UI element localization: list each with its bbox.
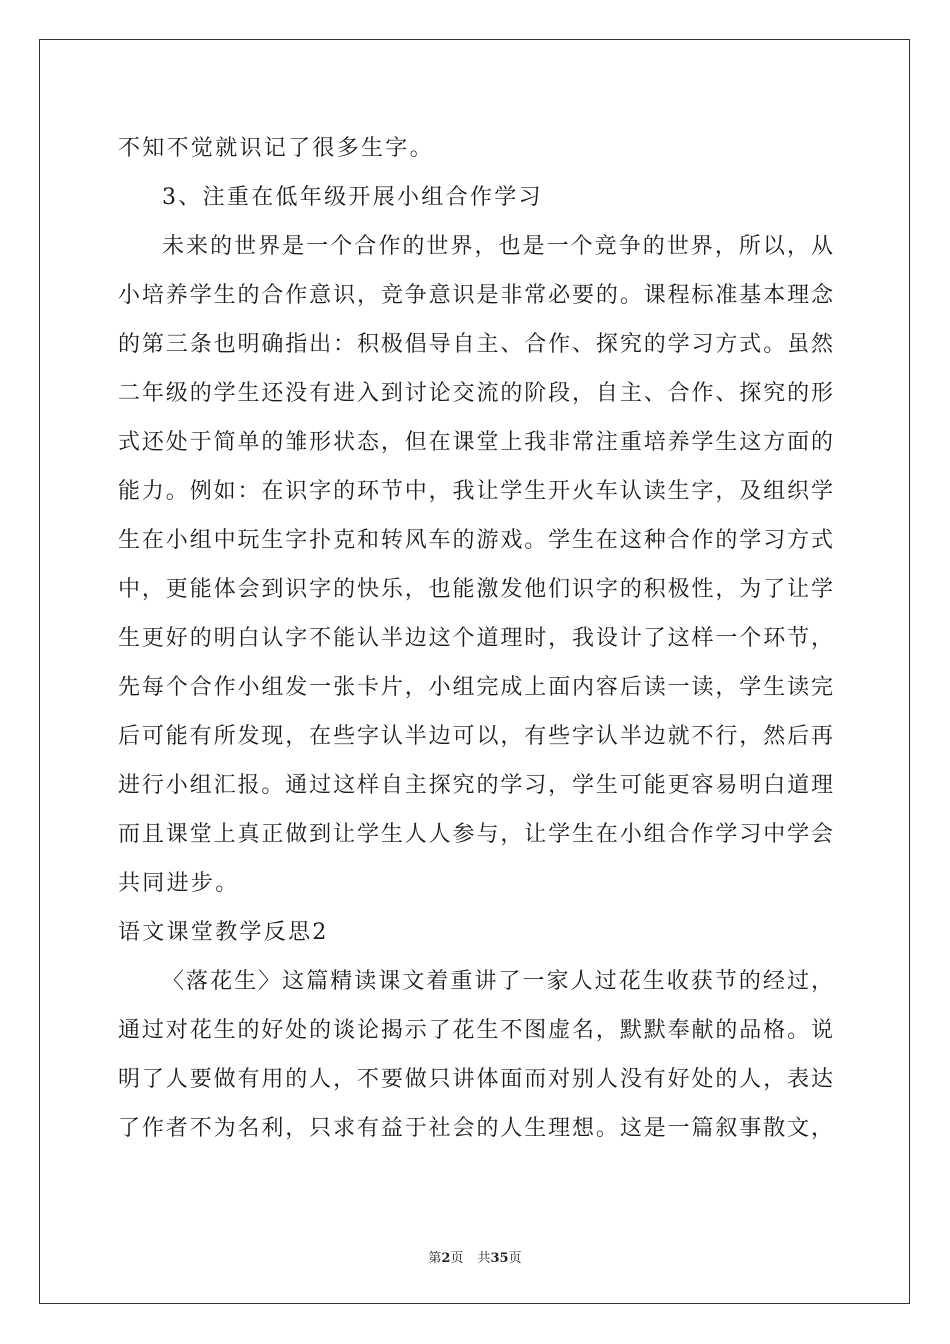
page-current: 2 xyxy=(441,1251,451,1266)
text-line: 能力。例如：在识字的环节中，我让学生开火车认读生字，及组织学 xyxy=(118,479,833,504)
document-body xyxy=(118,124,833,1153)
text-line: 中，更能体会到识字的快乐，也能激发他们识字的积极性，为了让学 xyxy=(118,577,833,602)
text-line: 式还处于简单的雏形状态，但在课堂上我非常注重培养学生这方面的 xyxy=(118,430,833,455)
text-line: 二年级的学生还没有进入到讨论交流的阶段，自主、合作、探究的形 xyxy=(118,381,833,406)
text-line: 明了人要做有用的人，不要做只讲体面而对别人没有好处的人，表达 xyxy=(118,1067,833,1092)
text-line: 〈落花生〉这篇精读课文着重讲了一家人过花生收获节的经过， xyxy=(162,969,833,994)
text-line: 生更好的明白认字不能认半边这个道理时，我设计了这样一个环节， xyxy=(118,626,833,651)
page-suffix: 页 xyxy=(450,1251,464,1266)
page-footer xyxy=(0,1247,950,1266)
total-prefix: 共 xyxy=(477,1251,491,1266)
text-line: 通过对花生的好处的谈论揭示了花生不图虚名，默默奉献的品格。说 xyxy=(118,1018,833,1043)
text-line: 共同进步。 xyxy=(118,871,240,896)
text-line: 先每个合作小组发一张卡片，小组完成上面内容后读一读，学生读完 xyxy=(118,675,833,700)
text-line: 小培养学生的合作意识，竞争意识是非常必要的。课程标准基本理念 xyxy=(118,283,833,308)
total-suffix: 页 xyxy=(508,1251,522,1266)
text-line: 生在小组中玩生字扑克和转风车的游戏。学生在这种合作的学习方式 xyxy=(118,528,833,553)
section-heading: 3、注重在低年级开展小组合作学习 xyxy=(162,185,543,210)
text-line: 后可能有所发现，在些字认半边可以，有些字认半边就不行，然后再 xyxy=(118,724,833,749)
text-line: 不知不觉就识记了很多生字。 xyxy=(118,136,434,161)
text-line: 了作者不为名利，只求有益于社会的人生理想。这是一篇叙事散文， xyxy=(118,1116,833,1141)
text-line: 的第三条也明确指出：积极倡导自主、合作、探究的学习方式。虽然 xyxy=(118,332,833,357)
text-line: 未来的世界是一个合作的世界，也是一个竞争的世界，所以，从 xyxy=(162,234,833,259)
text-line: 而且课堂上真正做到让学生人人参与，让学生在小组合作学习中学会 xyxy=(118,822,833,847)
page-total: 35 xyxy=(490,1251,509,1266)
page-prefix: 第 xyxy=(428,1251,442,1266)
section-title: 语文课堂教学反思2 xyxy=(118,920,329,945)
text-line: 进行小组汇报。通过这样自主探究的学习，学生可能更容易明白道理 xyxy=(118,773,833,798)
